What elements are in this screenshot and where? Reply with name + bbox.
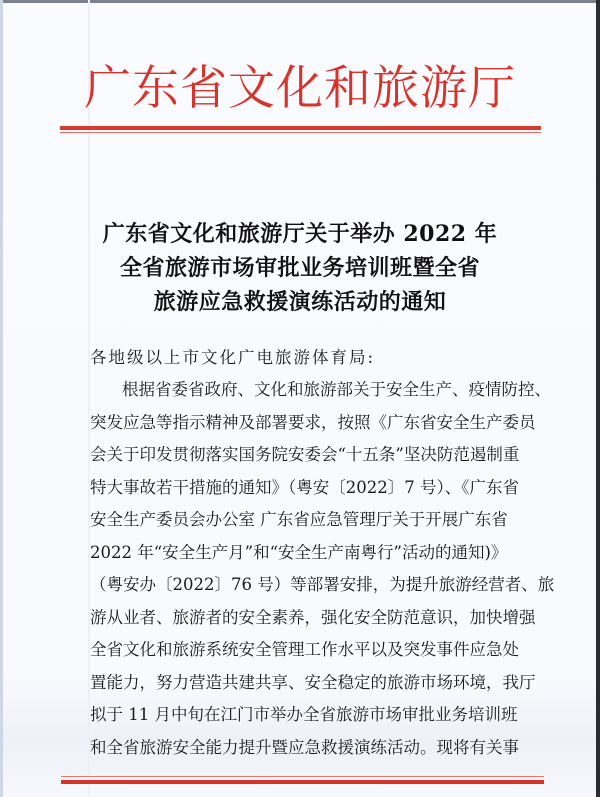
scan-edge-right	[596, 0, 600, 797]
document-title-line-1: 广东省文化和旅游厅关于举办 2022 年	[102, 221, 498, 247]
body-line: 全省文化和旅游系统安全管理工作水平以及突发事件应急处	[90, 640, 519, 659]
body-line: 游从业者、旅游者的安全素养，强化安全防范意识，加快增强	[90, 608, 536, 627]
body-line: （粤安办〔2022〕76 号）等部署安排，为提升旅游经营者、旅	[90, 575, 555, 594]
body-line: 安全生产委员会办公室 广东省应急管理厅关于开展广东省	[90, 510, 508, 529]
header-divider-thick	[60, 126, 541, 130]
red-header-masthead: 广东省文化和旅游厅	[84, 61, 516, 116]
document-title-line-2: 全省旅游市场审批业务培训班暨全省	[119, 255, 480, 281]
scan-edge-left	[0, 0, 3, 797]
footer-divider-thin	[61, 776, 544, 777]
body-line: 突发应急等指示精神及部署要求，按照《广东省安全生产委员	[90, 413, 536, 432]
salutation: 各地级以上市文化广电旅游体育局:	[90, 348, 376, 367]
body-line: 特大事故若干措施的通知》（粤安〔2022〕7 号）、《广东省	[90, 478, 519, 497]
scan-edge-top	[0, 0, 600, 3]
document-title-line-3: 旅游应急救援演练活动的通知	[153, 289, 447, 315]
header-divider-thin	[60, 132, 541, 133]
body-line: 根据省委省政府、文化和旅游部关于安全生产、疫情防控、	[122, 380, 551, 399]
body-line: 2022 年“安全生产月”和“安全生产南粤行”活动的通知)》	[90, 543, 508, 562]
body-line: 和全省旅游安全能力提升暨应急救援演练活动。现将有关事	[90, 738, 519, 757]
body-line: 会关于印发贯彻落实国务院安委会“十五条”坚决防范遏制重	[90, 445, 520, 464]
body-line: 置能力，努力营造共建共享、安全稳定的旅游市场环境，我厅	[90, 673, 536, 692]
body-line: 拟于 11 月中旬在江门市举办全省旅游市场审批业务培训班	[90, 705, 518, 724]
footer-divider-thick	[61, 780, 544, 784]
